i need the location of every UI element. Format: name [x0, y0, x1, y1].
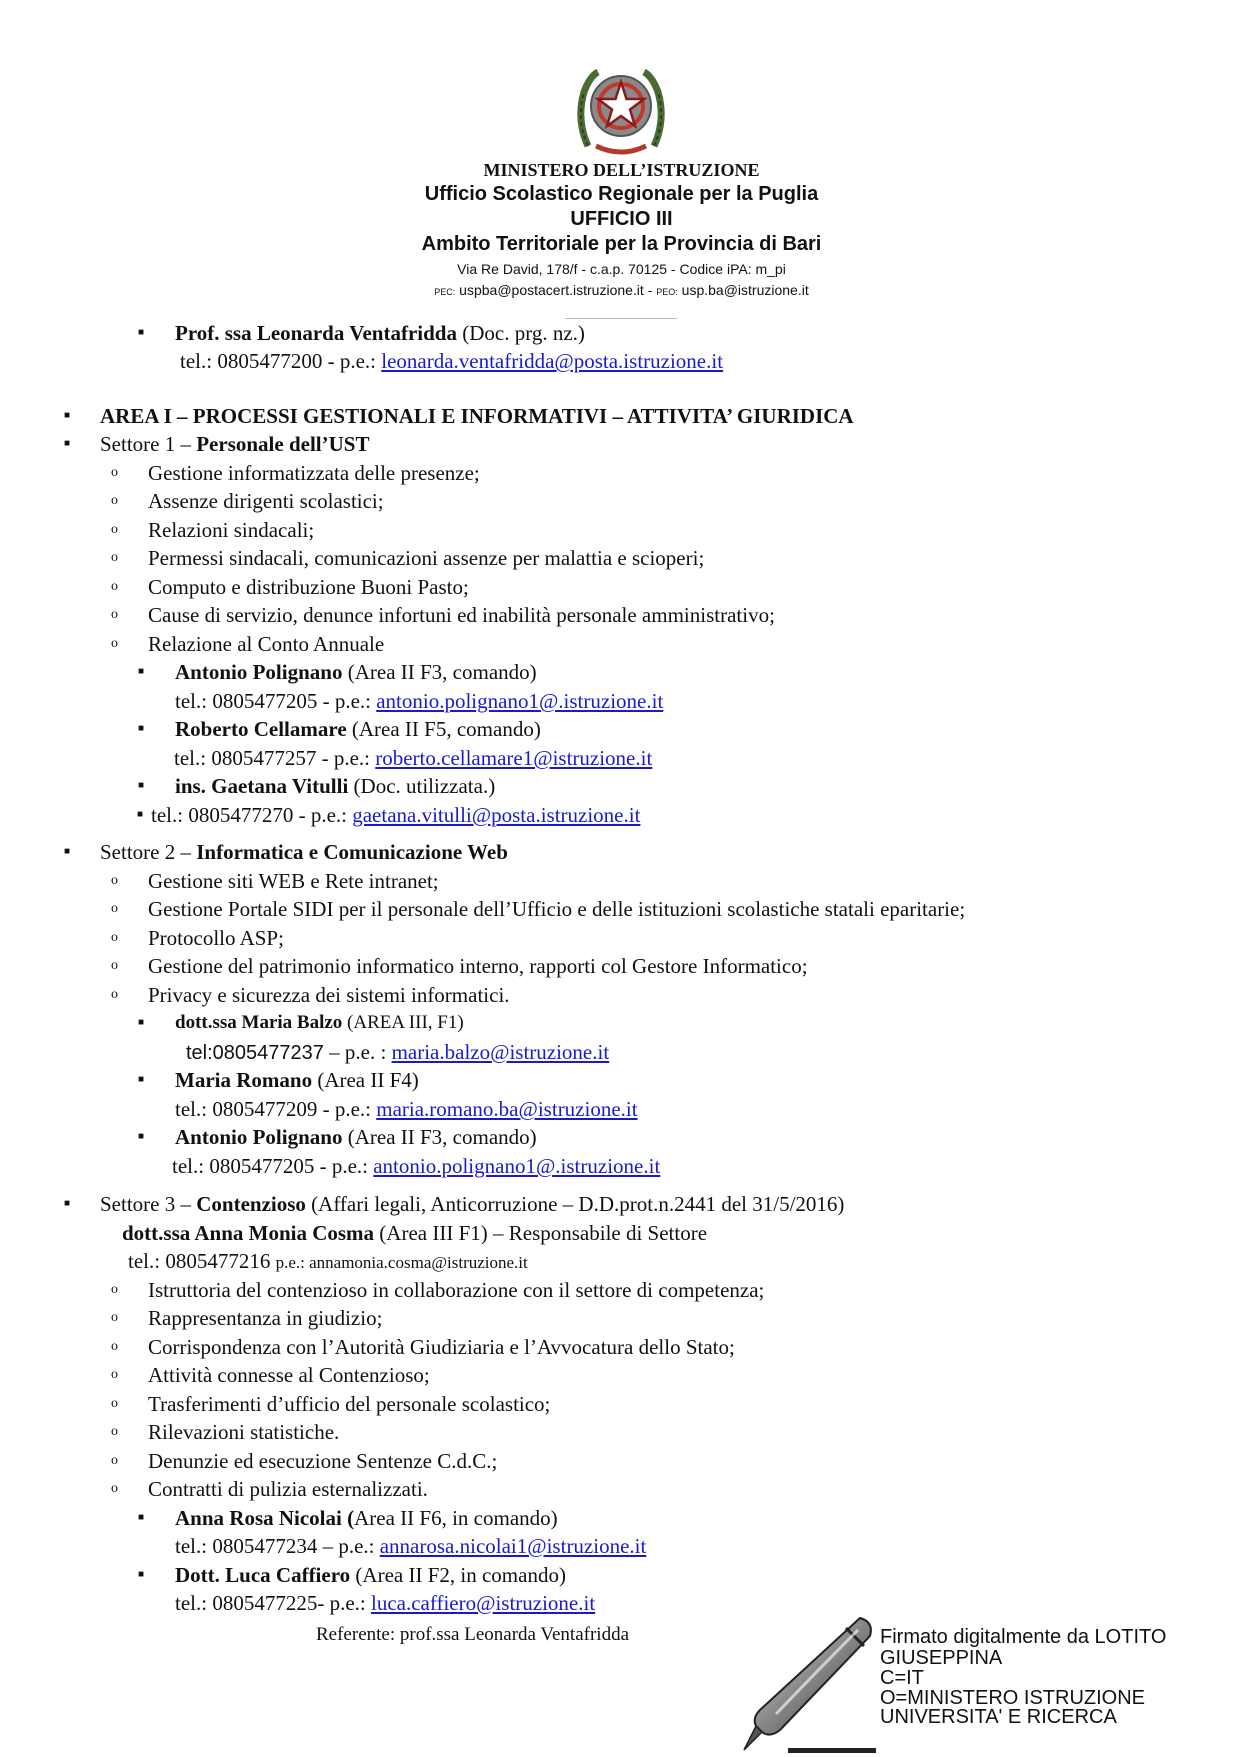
- bullet-circle: o: [111, 579, 118, 594]
- settore-3-item: Contratti di pulizia esternalizzati.: [148, 1477, 428, 1501]
- person-name: Maria Romano: [175, 1068, 313, 1092]
- signature-line-3: C=IT: [880, 1667, 924, 1689]
- settore-3-item: Istruttoria del contenzioso in collaborazione con il settore di competenza;: [148, 1278, 765, 1302]
- person-email-link[interactable]: annarosa.nicolai1@istruzione.it: [379, 1534, 647, 1558]
- person-contact-line: tel.: 0805477205 - p.e.: antonio.polignano1@.istruzione.it: [175, 689, 664, 713]
- person-role: (Area II F2, in comando): [350, 1563, 566, 1587]
- office-address: Via Re David, 178/f - c.a.p. 70125 - Codice iPA: m_pi: [457, 261, 786, 277]
- settore-1-item: Cause di servizio, denunce infortuni ed inabilità personale amministrativo;: [148, 603, 775, 627]
- person-role: (Area II F5, comando): [346, 717, 541, 741]
- signature-line-4: O=MINISTERO ISTRUZIONE: [880, 1687, 1146, 1709]
- bullet-circle: o: [111, 987, 118, 1002]
- settore-2-item: Gestione Portale SIDI per il personale dell’Ufficio e delle istituzioni scolastiche statali eparitarie;: [148, 897, 966, 921]
- person-role: Area II F6, in comando): [354, 1506, 558, 1530]
- signature-line-1: Firmato digitalmente da LOTITO: [880, 1626, 1167, 1648]
- person-name-line: [175, 1562, 566, 1588]
- settore-2-item: Protocollo ASP;: [148, 926, 284, 950]
- bullet-circle: o: [111, 1282, 118, 1297]
- settore-1-item: Relazione al Conto Annuale: [148, 632, 385, 656]
- top-person-name-line: [175, 320, 585, 346]
- settore-3-item: Attività connesse al Contenzioso;: [148, 1363, 430, 1387]
- bullet-circle: o: [111, 1339, 118, 1354]
- settore-1-item: Assenze dirigenti scolastici;: [148, 489, 384, 513]
- bullet-circle: o: [111, 493, 118, 508]
- person-email-link[interactable]: antonio.polignano1@.istruzione.it: [376, 689, 664, 713]
- person-role: (Area II F3, comando): [342, 1125, 537, 1149]
- bullet-square: ■: [64, 1198, 71, 1209]
- bullet-circle: o: [111, 550, 118, 565]
- person-contact-line: tel.: 0805477257 - p.e.: roberto.cellamare1@istruzione.it: [174, 746, 653, 770]
- ufficio-title: UFFICIO III: [570, 208, 673, 230]
- top-person-contact-line: [180, 348, 723, 374]
- bullet-circle: o: [111, 636, 118, 651]
- bullet-circle: o: [111, 1310, 118, 1325]
- person-contact-line: tel.: 0805477234 – p.e.: annarosa.nicolai1@istruzione.it: [175, 1534, 647, 1558]
- bullet-circle: o: [111, 607, 118, 622]
- person-tel: tel.: 0805477200 - p.e.:: [180, 349, 382, 373]
- settore-1-item: Gestione informatizzata delle presenze;: [148, 461, 480, 485]
- person-email-link[interactable]: roberto.cellamare1@istruzione.it: [375, 746, 653, 770]
- settore-3-heading: Settore 3 – Contenzioso (Affari legali, Anticorruzione – D.D.prot.n.2441 del 31/5/2016): [100, 1192, 845, 1216]
- person-contact-line: tel.: 0805477225- p.e.: luca.caffiero@istruzione.it: [175, 1591, 596, 1615]
- bullet-circle: o: [111, 465, 118, 480]
- pec-address: uspba@postacert.istruzione.it: [459, 282, 644, 298]
- bullet-circle: o: [111, 522, 118, 537]
- contact-separator: -: [643, 282, 657, 298]
- referente: Referente: prof.ssa Leonarda Ventafridda: [316, 1624, 630, 1645]
- bullet-circle: o: [111, 1453, 118, 1468]
- person-role: (Doc. utilizzata.): [348, 774, 496, 798]
- signature-line-5: UNIVERSITA' E RICERCA: [880, 1706, 1117, 1728]
- pen-icon: [728, 1612, 878, 1757]
- bullet-square: ■: [138, 1569, 145, 1580]
- bullet-circle: o: [111, 1481, 118, 1496]
- person-email-link[interactable]: maria.balzo@istruzione.it: [391, 1040, 610, 1064]
- bullet-circle: o: [111, 901, 118, 916]
- person-role: (Area II F4): [312, 1068, 419, 1092]
- bullet-square: ■: [138, 327, 145, 338]
- area-title: AREA I – PROCESSI GESTIONALI E INFORMATIVI – ATTIVITA’ GIURIDICA: [100, 404, 854, 428]
- person-contact-line: tel.: 0805477205 - p.e.: antonio.polignano1@.istruzione.it: [172, 1154, 661, 1178]
- person-role: (Doc. prg. nz.): [456, 321, 585, 345]
- bullet-square: ■: [137, 809, 144, 820]
- bullet-circle: o: [111, 1424, 118, 1439]
- bullet-square: ■: [138, 1074, 145, 1085]
- settore-3-item: Rappresentanza in giudizio;: [148, 1306, 383, 1330]
- ministry-title: MINISTERO DELL’ISTRUZIONE: [483, 160, 760, 180]
- person-email-link[interactable]: luca.caffiero@istruzione.it: [370, 1591, 596, 1615]
- pec-label: PEC:: [434, 287, 456, 297]
- bullet-square: ■: [138, 780, 145, 791]
- person-name-line: [175, 1067, 419, 1093]
- signature-line-2: GIUSEPPINA: [880, 1647, 1003, 1669]
- person-name: Prof. ssa Leonarda Ventafridda: [175, 321, 457, 345]
- bullet-square: ■: [64, 410, 71, 421]
- person-name-line: [175, 659, 537, 685]
- person-contact-line: tel:0805477237 – p.e. : maria.balzo@istruzione.it: [186, 1040, 610, 1064]
- bullet-square: ■: [64, 846, 71, 857]
- settore-2-item: Gestione del patrimonio informatico interno, rapporti col Gestore Informatico;: [148, 954, 808, 978]
- bullet-square: ■: [138, 1017, 145, 1028]
- settore-1-item: Computo e distribuzione Buoni Pasto;: [148, 575, 469, 599]
- peo-address: usp.ba@istruzione.it: [681, 282, 809, 298]
- person-contact-line: tel.: 0805477270 - p.e.: gaetana.vitulli@posta.istruzione.it: [151, 803, 641, 827]
- settore-3-item: Corrispondenza con l’Autorità Giudiziaria e l’Avvocatura dello Stato;: [148, 1335, 735, 1359]
- office-title: Ufficio Scolastico Regionale per la Puglia: [424, 183, 819, 205]
- bullet-square: ■: [138, 1131, 145, 1142]
- republic-emblem: [574, 62, 668, 160]
- person-name: dott.ssa Anna Monia Cosma: [122, 1221, 375, 1245]
- person-role: (AREA III, F1): [342, 1012, 464, 1033]
- settore-1-item: Permessi sindacali, comunicazioni assenze per malattia e scioperi;: [148, 546, 705, 570]
- settore-1-item: Relazioni sindacali;: [148, 518, 315, 542]
- bullet-square: ■: [138, 666, 145, 677]
- person-name: ins. Gaetana Vitulli: [175, 774, 349, 798]
- person-email-link[interactable]: maria.romano.ba@istruzione.it: [376, 1097, 638, 1121]
- ambito-title: Ambito Territoriale per la Provincia di Bari: [421, 233, 822, 255]
- bullet-square: ■: [138, 723, 145, 734]
- person-name: Antonio Polignano: [175, 660, 343, 684]
- bullet-circle: o: [111, 1367, 118, 1382]
- person-role: (Area III F1) – Responsabile di Settore: [374, 1221, 708, 1245]
- person-name: Antonio Polignano: [175, 1125, 343, 1149]
- peo-label: PEO:: [656, 287, 678, 297]
- person-name: Dott. Luca Caffiero: [175, 1563, 351, 1587]
- person-name-line: [175, 1124, 537, 1150]
- bullet-square: ■: [138, 1512, 145, 1523]
- bullet-circle: o: [111, 1396, 118, 1411]
- person-contact-line: tel.: 0805477209 - p.e.: maria.romano.ba@istruzione.it: [175, 1097, 638, 1121]
- person-name: dott.ssa Maria Balzo: [175, 1012, 343, 1033]
- settore-3-item: Denunzie ed esecuzione Sentenze C.d.C.;: [148, 1449, 498, 1473]
- settore-2-item: Privacy e sicurezza dei sistemi informatici.: [148, 983, 510, 1007]
- person-email-link[interactable]: antonio.polignano1@.istruzione.it: [373, 1154, 661, 1178]
- person-role: (Area II F3, comando): [342, 660, 537, 684]
- settore-3-responsible: [122, 1220, 707, 1246]
- bullet-circle: o: [111, 958, 118, 973]
- bullet-square: ■: [64, 438, 71, 449]
- settore-1-heading: Settore 1 – Personale dell’UST: [100, 432, 370, 456]
- settore-2-heading: Settore 2 – Informatica e Comunicazione Web: [100, 840, 508, 864]
- office-contacts: [0, 282, 1243, 298]
- person-email-link[interactable]: gaetana.vitulli@posta.istruzione.it: [352, 803, 641, 827]
- settore-3-responsible-contact: tel.: 0805477216 p.e.: annamonia.cosma@istruzione.it: [128, 1249, 528, 1273]
- settore-2-item: Gestione siti WEB e Rete intranet;: [148, 869, 439, 893]
- person-name-line: [175, 1505, 558, 1531]
- person-name-line: [175, 1010, 464, 1036]
- settore-3-item: Rilevazioni statistiche.: [148, 1420, 340, 1444]
- person-name: Anna Rosa Nicolai (: [175, 1506, 355, 1530]
- bullet-circle: o: [111, 930, 118, 945]
- person-name-line: [175, 773, 495, 799]
- bullet-circle: o: [111, 873, 118, 888]
- person-name: Roberto Cellamare: [175, 717, 347, 741]
- settore-3-item: Trasferimenti d’ufficio del personale scolastico;: [148, 1392, 551, 1416]
- person-name-line: [175, 716, 541, 742]
- person-email-link[interactable]: leonarda.ventafridda@posta.istruzione.it: [381, 349, 724, 373]
- header-divider: [565, 318, 677, 319]
